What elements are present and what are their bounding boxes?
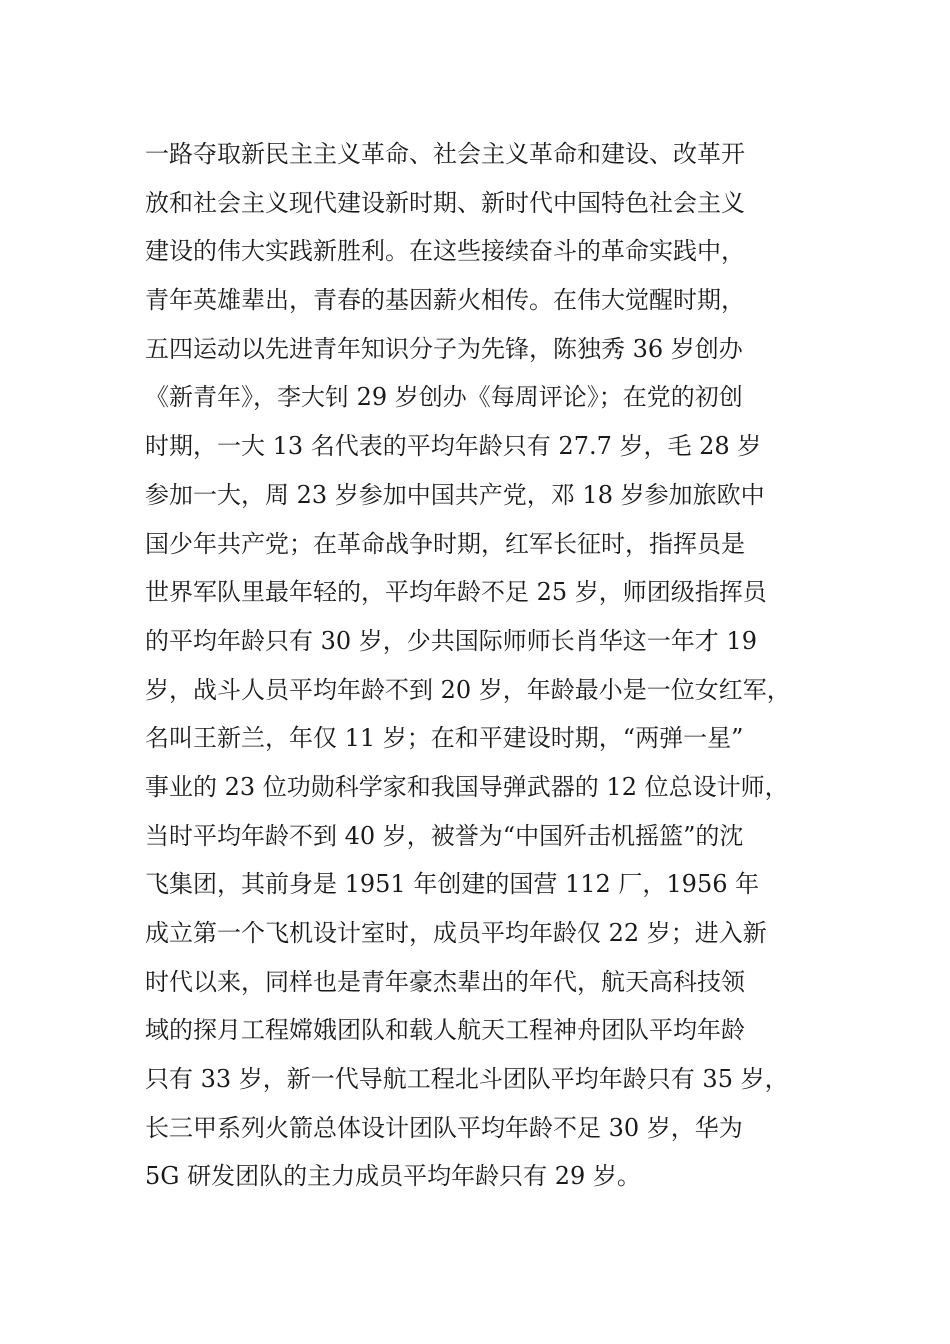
text-line: 只有 33 岁，新一代导航工程北斗团队平均年龄只有 35 岁， [145,1065,789,1094]
text-line: 成立第一个飞机设计室时，成员平均年龄仅 22 岁；进入新 [145,919,767,947]
text-line: 五四运动以先进青年知识分子为先锋，陈独秀 36 岁创办 [145,334,743,363]
text-line: 国少年共产党；在革命战争时期，红军长征时，指挥员是 [145,529,745,558]
text-line: 名叫王新兰，年仅 11 岁；在和平建设时期，“两弹一星” [145,724,744,753]
text-line: 事业的 23 位功勋科学家和我国导弹武器的 12 位总设计师， [145,772,789,801]
body-paragraph [145,130,835,1201]
text-line: 建设的伟大实践新胜利。在这些接续奋斗的革命实践中， [145,237,745,266]
text-line: 参加一大，周 23 岁参加中国共产党，邓 18 岁参加旅欧中 [145,480,765,509]
text-line: 长三甲系列火箭总体设计团队平均年龄不足 30 岁，华为 [145,1113,743,1142]
text-line: 飞集团，其前身是 1951 年创建的国营 112 厂，1956 年 [145,870,760,899]
text-line: 《新青年》，李大钊 29 岁创办《每周评论》；在党的初创 [145,383,743,412]
text-line: 一路夺取新民主主义革命、社会主义革命和建设、改革开 [145,140,745,168]
text-line: 时期，一大 13 名代表的平均年龄只有 27.7 岁，毛 28 岁 [145,432,762,461]
text-line: 青年英雄辈出，青春的基因薪火相传。在伟大觉醒时期， [145,286,745,315]
text-line: 当时平均年龄不到 40 岁，被誉为“中国歼击机摇篮”的沈 [145,821,744,850]
text-line: 域的探月工程嫦娥团队和载人航天工程神舟团队平均年龄 [145,1016,745,1045]
text-line: 5G 研发团队的主力成员平均年龄只有 29 岁。 [145,1162,641,1191]
text-line: 放和社会主义现代建设新时期、新时代中国特色社会主义 [145,188,745,217]
text-line: 时代以来，同样也是青年豪杰辈出的年代，航天高科技领 [145,967,745,996]
text-line: 世界军队里最年轻的，平均年龄不足 25 岁，师团级指挥员 [145,578,767,607]
text-line: 的平均年龄只有 30 岁，少共国际师师长肖华这一年才 19 [145,626,757,655]
text-line: 岁，战斗人员平均年龄不到 20 岁，年龄最小是一位女红军， [145,675,791,704]
